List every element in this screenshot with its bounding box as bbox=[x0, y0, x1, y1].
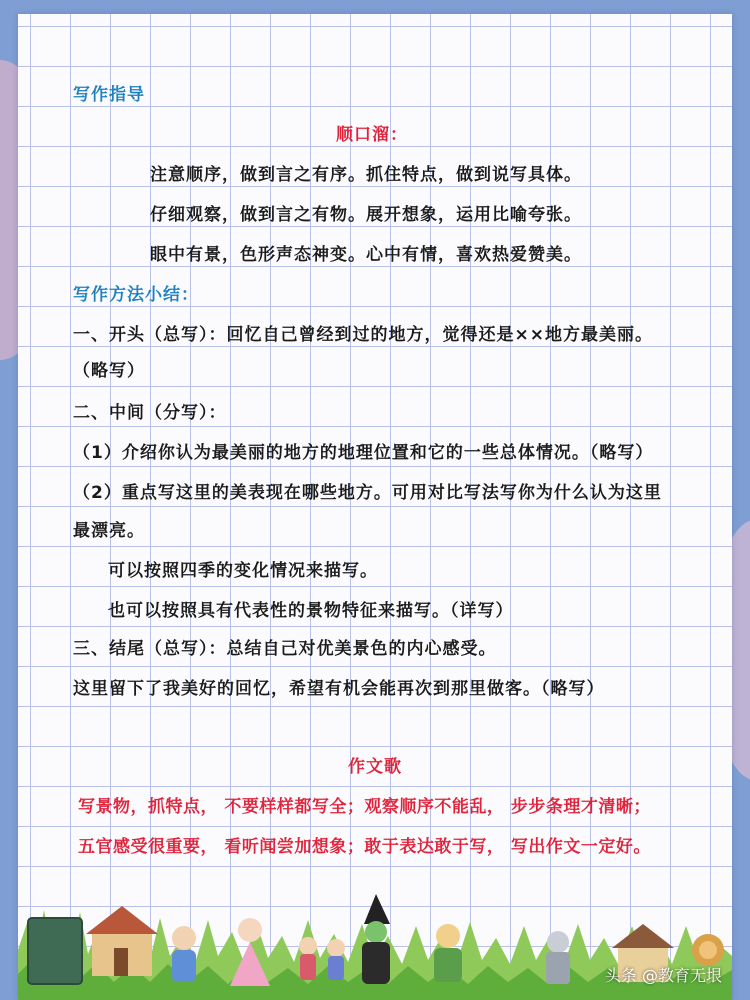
jingle-line: 眼中有景，色形声态神变。心中有情，喜欢热爱赞美。 bbox=[150, 245, 582, 265]
method-heading: 写作方法小结： bbox=[73, 285, 199, 305]
opening-line-cont: （略写） bbox=[73, 361, 145, 381]
character-glinda bbox=[238, 918, 262, 942]
character-scarecrow bbox=[436, 924, 460, 948]
character-witch-hat bbox=[364, 894, 390, 924]
jingle-line: 仔细观察，做到言之有物。展开想象，运用比喻夸张。 bbox=[150, 205, 582, 225]
middle-point-2: （2）重点写这里的美表现在哪些地方。可用对比写法写你为什么认为这里 bbox=[73, 483, 662, 503]
ending-line: 三、结尾（总写）：总结自己对优美景色的内心感受。 bbox=[73, 639, 497, 659]
middle-point-1: （1）介绍你认为最美丽的地方的地理位置和它的一些总体情况。（略写） bbox=[73, 443, 654, 463]
guide-heading: 写作指导 bbox=[73, 85, 145, 105]
character-witch bbox=[365, 921, 387, 943]
character-tin-man bbox=[547, 931, 569, 953]
middle-point-3: 可以按照四季的变化情况来描写。 bbox=[108, 561, 378, 581]
book-illustration bbox=[28, 918, 82, 984]
ending-line-cont: 这里留下了我美好的回忆，希望有机会能再次到那里做客。（略写） bbox=[73, 679, 605, 699]
character-munchkins bbox=[299, 937, 317, 955]
grid-paper bbox=[18, 14, 732, 1000]
watermark: 头条 @教育无垠 bbox=[604, 966, 722, 985]
opening-line: 一、开头（总写）：回忆自己曾经到过的地方，觉得还是××地方最美丽。 bbox=[73, 325, 653, 345]
middle-point-4: 也可以按照具有代表性的景物特征来描写。（详写） bbox=[108, 601, 514, 621]
middle-title: 二、中间（分写）： bbox=[73, 403, 227, 423]
song-title: 作文歌 bbox=[348, 757, 402, 777]
song-line: 五官感受很重要， 看听闻尝加想象；敢于表达敢于写， 写出作文一定好。 bbox=[78, 837, 651, 857]
character-dorothy bbox=[172, 926, 196, 950]
jingle-title: 顺口溜： bbox=[336, 125, 408, 145]
jingle-line: 注意顺序，做到言之有序。抓住特点，做到说写具体。 bbox=[150, 165, 582, 185]
song-line: 写景物，抓特点， 不要样样都写全；观察顺序不能乱， 步步条理才清晰； bbox=[78, 797, 651, 817]
middle-point-2-cont: 最漂亮。 bbox=[73, 521, 145, 541]
